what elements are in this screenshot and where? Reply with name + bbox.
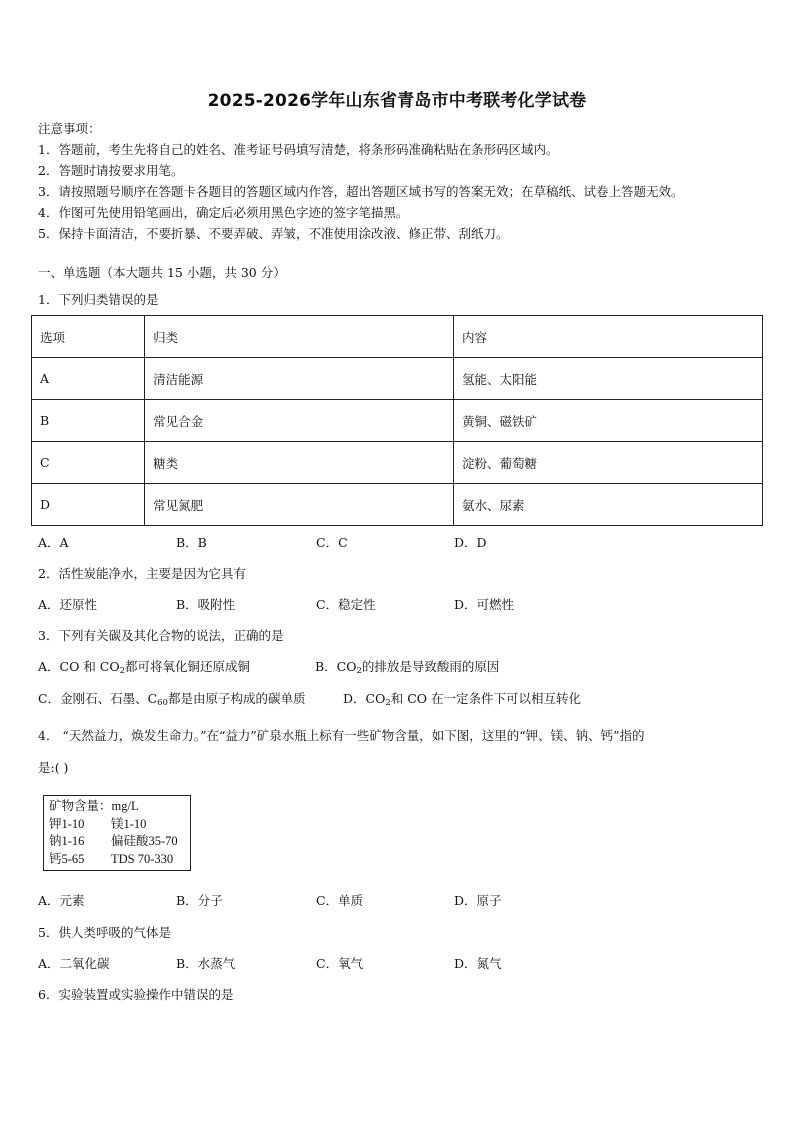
notice-item: 1．答题前，考生先将自己的姓名、准考证号码填写清楚，将条形码准确粘贴在条形码区域内。 xyxy=(38,142,559,157)
question-4-options xyxy=(38,893,502,909)
table-cell: 清洁能源 xyxy=(145,358,454,400)
option-c: C．氧气 xyxy=(316,956,364,971)
table-row xyxy=(32,400,763,442)
table-cell: 选项 xyxy=(32,316,145,358)
option-a: A．CO 和 $CO_2$都可将氧化铜还原成铜 xyxy=(38,659,251,676)
page-title: 2025-2026学年山东省青岛市中考联考化学试卷 xyxy=(207,91,587,111)
mineral-row: 矿物含量：mg/L xyxy=(49,799,139,813)
option-c: C．金刚石、石墨、$C_{60}$都是由原子构成的碳单质 xyxy=(38,691,306,708)
option-c: C．C xyxy=(316,535,348,550)
question-6-stem: 6．实验装置或实验操作中错误的是 xyxy=(38,987,234,1002)
question-4-stem-cont: 是:( ) xyxy=(38,760,69,775)
option-a: A．还原性 xyxy=(38,597,98,612)
table-cell: D xyxy=(32,484,145,526)
option-b: B．吸附性 xyxy=(176,597,236,612)
question-3-stem: 3．下列有关碳及其化合物的说法，正确的是 xyxy=(38,628,284,643)
table-cell: 归类 xyxy=(145,316,454,358)
notice-item: 4．作图可先使用铅笔画出，确定后必须用黑色字迹的签字笔描黑。 xyxy=(38,205,409,220)
notice-item: 2．答题时请按要求用笔。 xyxy=(38,163,184,178)
question-1-options xyxy=(38,535,487,551)
table-cell: C xyxy=(32,442,145,484)
table-cell: 内容 xyxy=(454,316,763,358)
question-5-options xyxy=(38,956,502,972)
option-b: B．$CO_2$的排放是导致酸雨的原因 xyxy=(315,659,500,676)
option-a: A．A xyxy=(38,535,69,550)
mineral-row: 钙5-65 TDS 70-330 xyxy=(49,851,174,866)
option-b: B．分子 xyxy=(176,893,223,908)
mineral-row: 钠1-16 偏硅酸35-70 xyxy=(49,834,178,848)
notice-item: 5．保持卡面清洁，不要折暴、不要弄破、弄皱，不准使用涂改液、修正带、刮纸刀。 xyxy=(38,226,509,241)
table-row xyxy=(32,358,763,400)
mineral-content-label xyxy=(43,795,191,871)
table-cell: 淀粉、葡萄糖 xyxy=(454,442,763,484)
question-2-options xyxy=(38,597,514,613)
option-a: A．二氧化碳 xyxy=(38,956,110,971)
notice-heading: 注意事项： xyxy=(38,121,101,136)
question-3-options-row2 xyxy=(38,691,581,711)
table-cell: 常见合金 xyxy=(145,400,454,442)
option-b: B．B xyxy=(176,535,207,550)
mineral-row: 钾1-10 镁1-10 xyxy=(49,816,147,831)
table-cell: 氢能、太阳能 xyxy=(454,358,763,400)
table-header-row xyxy=(32,316,763,358)
question-4-stem: 4． “天然益力，焕发生命力。”在“益力”矿泉水瓶上标有一些矿物含量，如下图，这里的“钾、镁、钠、钙”指的 xyxy=(38,728,645,743)
question-2-stem: 2．活性炭能净水，主要是因为它具有 xyxy=(38,566,246,581)
option-d: D．原子 xyxy=(454,893,502,908)
option-b: B．水蒸气 xyxy=(176,956,236,971)
option-c: C．稳定性 xyxy=(316,597,376,612)
table-cell: 黄铜、磁铁矿 xyxy=(454,400,763,442)
option-d: D．可燃性 xyxy=(454,597,515,612)
table-row xyxy=(32,442,763,484)
table-cell: B xyxy=(32,400,145,442)
table-cell: 糖类 xyxy=(145,442,454,484)
table-cell: A xyxy=(32,358,145,400)
table-cell: 常见氮肥 xyxy=(145,484,454,526)
question-5-stem: 5．供人类呼吸的气体是 xyxy=(38,925,171,940)
option-d: D．D xyxy=(454,535,487,550)
question-3-options-row1 xyxy=(38,659,499,679)
question-1-stem: 1．下列归类错误的是 xyxy=(38,292,159,307)
option-c: C．单质 xyxy=(316,893,364,908)
table-cell: 氨水、尿素 xyxy=(454,484,763,526)
option-d: D．$CO_2$和 CO 在一定条件下可以相互转化 xyxy=(343,691,582,708)
section-heading: 一、单选题（本大题共 15 小题，共 30 分） xyxy=(38,265,286,280)
option-a: A．元素 xyxy=(38,893,85,908)
classification-table xyxy=(31,315,763,526)
notice-item: 3．请按照题号顺序在答题卡各题目的答题区域内作答，超出答题区域书写的答案无效；在草稿纸、试卷上答题无效。 xyxy=(38,184,684,199)
option-d: D．氮气 xyxy=(454,956,502,971)
table-row xyxy=(32,484,763,526)
